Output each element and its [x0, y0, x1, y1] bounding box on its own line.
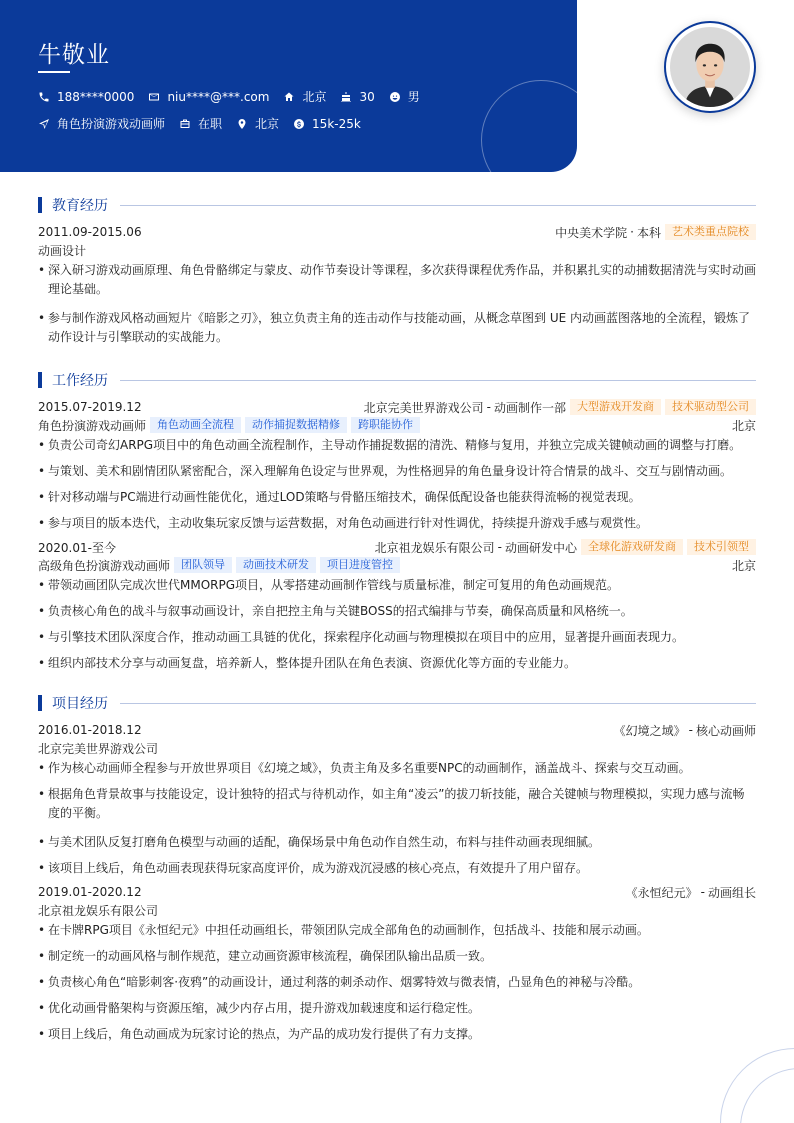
skill-tag: 角色动画全流程 — [150, 417, 241, 433]
list-item: • 项目上线后，角色动画成为玩家讨论的热点，为产品的成功发行提供了有力支撑。 — [38, 1025, 756, 1044]
project-name: 《永恒纪元》 — [625, 885, 698, 900]
list-item: • 与美术团队反复打磨角色模型与动画的适配，确保场景中角色动作自然生动，布料与挂件动画表现细腻。 — [38, 833, 756, 852]
list-item: • 根据角色背景故事与技能设定，设计独特的招式与待机动作，如主角“凌云”的拔刀斩技能，融合关键帧与物理模拟，实现力感与流畅度的平衡。 — [38, 785, 756, 823]
list-item: • 在卡牌RPG项目《永恒纪元》中担任动画组长，带领团队完成全部角色的动画制作，包括战斗、技能和展示动画。 — [38, 921, 756, 940]
phone-text: 188****0000 — [57, 89, 135, 104]
project-role: 动画组长 — [707, 885, 756, 900]
work-position-row — [38, 557, 756, 573]
project-header-row: 2019.01-2020.12 《永恒纪元》 - 动画组长 — [38, 885, 756, 900]
avatar-portrait-icon — [670, 27, 750, 107]
list-item: • 制定统一的动画风格与制作规范，建立动画资源审核流程，确保团队输出品质一致。 — [38, 947, 756, 966]
list-item: • 负责核心角色的战斗与叙事动画设计，亲自把控主角与关键BOSS的招式编排与节奏，确保高质量和风格统一。 — [38, 602, 756, 621]
list-item: • 作为核心动画师全程参与开放世界项目《幻境之域》，负责主角及多名重要NPC的动画制作，涵盖战斗、探索与交互动画。 — [38, 759, 756, 778]
education-major-row — [38, 242, 756, 258]
list-item: • 组织内部技术分享与动画复盘，培养新人，整体提升团队在角色表演、资源优化等方面的专业能力。 — [38, 654, 756, 673]
location-icon — [236, 118, 248, 130]
list-item: • 与引擎技术团队深度合作，推动动画工具链的优化，探索程序化动画与物理模拟在项目中的应用，显著提升画面表现力。 — [38, 628, 756, 647]
status-text: 在职 — [198, 117, 223, 131]
briefcase-icon — [179, 118, 191, 130]
work-position: 角色扮演游戏动画师 — [38, 418, 147, 433]
gender-item — [389, 88, 420, 105]
education-tag: 艺术类重点院校 — [665, 224, 756, 240]
mail-icon — [148, 91, 160, 103]
status-item — [179, 115, 222, 132]
job-target-item — [38, 115, 165, 132]
list-item: • 参与制作游戏风格动画短片《暗影之刃》，独立负责主角的连击动作与技能动画，从概念草图到 UE 内动画蓝图落地的全流程，锻炼了动作设计与引擎联动的实战能力。 — [38, 309, 756, 347]
job-intent-row — [38, 115, 375, 132]
company-tag: 全球化游戏研发商 — [581, 539, 683, 555]
list-item: • 负责核心角色“暗影刺客·夜鸦”的动画设计，通过利落的刺杀动作、烟雾特效与微表情，凸显角色的神秘与冷酷。 — [38, 973, 756, 992]
work-header-row: 2020.01-至今 北京祖龙娱乐有限公司 - 动画研发中心 全球化游戏研发商 技术引领型 — [38, 539, 756, 555]
project-period: 2019.01-2020.12 — [38, 885, 142, 899]
education-school: 中央美术学院 — [555, 225, 628, 240]
target-city-text: 北京 — [255, 117, 280, 131]
salary-text: 15k-25k — [312, 116, 361, 131]
work-header-row: 2015.07-2019.12 北京完美世界游戏公司 - 动画制作一部 大型游戏开发商 技术驱动型公司 — [38, 399, 756, 415]
target-city-item — [236, 115, 279, 132]
list-item: • 负责公司奇幻ARPG项目中的角色动画全流程制作，主导动作捕捉数据的清洗、精修与复用，并独立完成关键帧动画的调整与打磨。 — [38, 436, 756, 455]
list-item: • 参与项目的版本迭代，主动收集玩家反馈与运营数据，对角色动画进行针对性调优，持续提升游戏手感与观赏性。 — [38, 514, 756, 533]
project-company-row — [38, 740, 756, 756]
cake-icon — [340, 91, 352, 103]
avatar — [664, 21, 756, 113]
age-item — [340, 90, 374, 104]
work-period: 2015.07-2019.12 — [38, 400, 142, 414]
list-item: • 针对移动端与PC端进行动画性能优化，通过LOD策略与骨骼压缩技术，确保低配设备也能获得流畅的视觉表现。 — [38, 488, 756, 507]
list-item: • 优化动画骨骼架构与资源压缩，减少内存占用，提升游戏加载速度和运行稳定性。 — [38, 999, 756, 1018]
education-period: 2011.09-2015.06 — [38, 225, 142, 239]
project-period: 2016.01-2018.12 — [38, 723, 142, 737]
work-department: 动画制作一部 — [493, 400, 566, 415]
skill-tag: 跨职能协作 — [351, 417, 420, 433]
email-text: niu****@***.com — [167, 89, 270, 104]
age-text: 30 — [359, 89, 375, 104]
job-target-text: 角色扮演游戏动画师 — [57, 117, 166, 131]
work-position-row — [38, 417, 756, 433]
phone-icon — [38, 91, 50, 103]
project-name: 《幻境之域》 — [613, 723, 686, 738]
project-header-row: 2016.01-2018.12 《幻境之域》 - 核心动画师 — [38, 723, 756, 738]
education-major: 动画设计 — [38, 243, 87, 258]
project-company-row — [38, 902, 756, 918]
gender-text: 男 — [407, 90, 420, 104]
projects-section-title: 项目经历 — [38, 694, 756, 712]
education-section-title: 教育经历 — [38, 196, 756, 214]
project-company: 北京完美世界游戏公司 — [38, 741, 159, 756]
list-item: • 该项目上线后，角色动画表现获得玩家高度评价，成为游戏沉浸感的核心亮点，有效提升了用户留存。 — [38, 859, 756, 878]
phone-item — [38, 90, 134, 104]
education-degree: 本科 — [636, 225, 661, 240]
project-company: 北京祖龙娱乐有限公司 — [38, 903, 159, 918]
work-period: 2020.01-至今 — [38, 540, 116, 555]
salary-item — [293, 117, 361, 131]
work-company: 北京祖龙娱乐有限公司 — [374, 540, 495, 555]
work-section-title: 工作经历 — [38, 371, 756, 389]
skill-tag: 项目进度管控 — [320, 557, 400, 573]
salary-icon — [293, 118, 305, 130]
skill-tag: 动作捕捉数据精修 — [245, 417, 347, 433]
company-tag: 技术引领型 — [687, 539, 756, 555]
send-icon — [38, 118, 50, 130]
list-item: • 与策划、美术和剧情团队紧密配合，深入理解角色设定与世界观，为性格迥异的角色量身设计符合情景的战斗、交互与剧情动画。 — [38, 462, 756, 481]
decorative-circle — [481, 80, 577, 172]
location-text: 北京 — [302, 90, 327, 104]
name-underline — [38, 71, 70, 73]
skill-tag: 动画技术研发 — [236, 557, 316, 573]
gender-icon — [389, 91, 401, 103]
email-item — [148, 90, 269, 104]
education-header-row: 2011.09-2015.06 中央美术学院 · 本科 艺术类重点院校 — [38, 224, 756, 240]
work-city: 北京 — [731, 418, 756, 433]
work-company: 北京完美世界游戏公司 — [363, 400, 484, 415]
skill-tag: 团队领导 — [174, 557, 232, 573]
company-tag: 大型游戏开发商 — [570, 399, 661, 415]
contact-row — [38, 88, 434, 105]
home-icon — [283, 91, 295, 103]
work-department: 动画研发中心 — [504, 540, 577, 555]
list-item: • 带领动画团队完成次世代MMORPG项目，从零搭建动画制作管线与质量标准，制定可复用的角色动画规范。 — [38, 576, 756, 595]
candidate-name: 牛敬业 — [38, 42, 110, 68]
company-tag: 技术驱动型公司 — [665, 399, 756, 415]
work-city: 北京 — [731, 558, 756, 573]
project-role: 核心动画师 — [695, 723, 756, 738]
work-position: 高级角色扮演游戏动画师 — [38, 558, 171, 573]
location-item — [283, 88, 326, 105]
resume-header — [0, 0, 577, 172]
list-item: • 深入研习游戏动画原理、角色骨骼绑定与蒙皮、动作节奏设计等课程，多次获得课程优秀作品，并积累扎实的动捕数据清洗与实时动画理论基础。 — [38, 261, 756, 299]
